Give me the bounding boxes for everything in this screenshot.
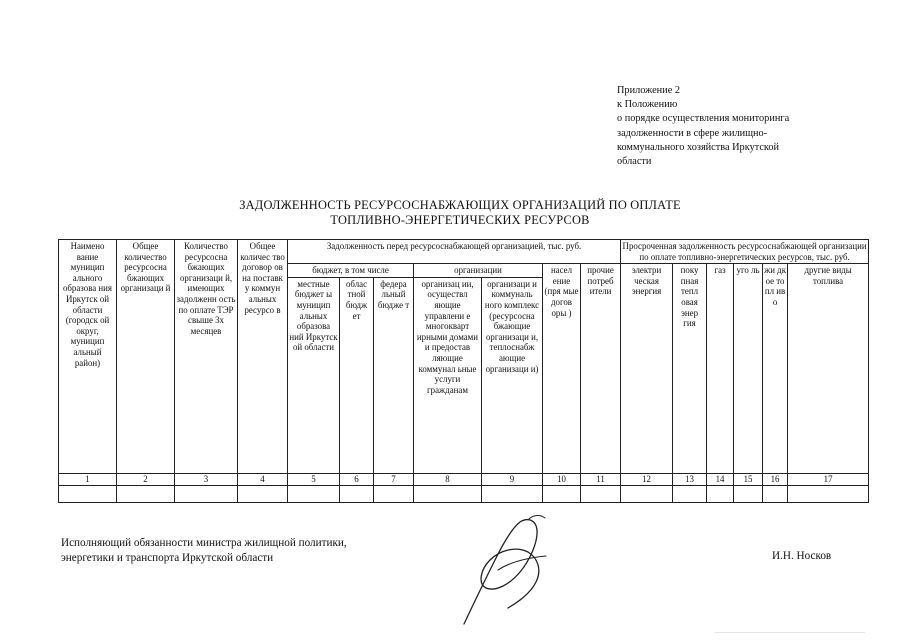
header-local-budgets: местные бюджет ы муницип альных образова ний Иркутск ой области bbox=[288, 277, 340, 473]
appendix-line: задолженности в сфере жилищно- bbox=[617, 127, 768, 139]
header-electricity: электри ческая энергия bbox=[621, 264, 673, 474]
table-cell bbox=[238, 485, 288, 502]
signer-name: И.Н. Носков bbox=[772, 550, 832, 562]
column-number: 3 bbox=[175, 473, 238, 485]
header-liquid-fuel: жи дк ое то пл ив о bbox=[763, 264, 788, 474]
table-cell bbox=[175, 485, 238, 502]
header-population: насел ение (пря мые догов оры ) bbox=[543, 264, 581, 474]
column-number: 13 bbox=[673, 473, 707, 485]
debt-table bbox=[58, 239, 869, 503]
column-number: 9 bbox=[482, 473, 543, 485]
appendix-block bbox=[617, 84, 847, 169]
header-municipality: Наимено вание муницип ального образова ния Иркутск ой области (городск ой округ, муницип альный район) bbox=[59, 240, 117, 474]
signer-title-line-2: энергетики и транспорта Иркутской области bbox=[61, 552, 274, 564]
appendix-line: коммунального хозяйства Иркутской bbox=[617, 141, 780, 153]
header-debt-group: Задолженность перед ресурсоснабжающей организацией, тыс. руб. bbox=[288, 240, 621, 264]
column-number: 4 bbox=[238, 473, 288, 485]
table-cell bbox=[621, 485, 673, 502]
table-cell bbox=[763, 485, 788, 502]
signer-title-line-1: Исполняющий обязанности министра жилищной политики, bbox=[61, 537, 347, 549]
column-number: 5 bbox=[288, 473, 340, 485]
header-organizations: организации bbox=[414, 264, 543, 278]
header-utility-orgs: организаци и коммуналь ного комплекс (ресурсосна бжающие организаци и, теплоснабж ающие организаци и) bbox=[482, 277, 543, 473]
header-heat: поку пная тепл овая энер гия bbox=[673, 264, 707, 474]
header-regional-budget: облас тной бюдж ет bbox=[340, 277, 374, 473]
appendix-line: о порядке осуществления мониторинга bbox=[617, 113, 790, 125]
table-cell bbox=[543, 485, 581, 502]
appendix-line: к Положению bbox=[617, 99, 678, 111]
table-cell bbox=[288, 485, 340, 502]
table-cell bbox=[59, 485, 117, 502]
column-number: 15 bbox=[734, 473, 763, 485]
column-number: 6 bbox=[340, 473, 374, 485]
appendix-line: Приложение 2 bbox=[617, 85, 680, 96]
header-coal: уго ль bbox=[734, 264, 763, 474]
header-other-fuel: другие виды топлива bbox=[788, 264, 869, 474]
header-management-orgs: организац ии, осуществл яющие управлени е многокварт ирными домами и предостав ляющие коммунал ьные услуги гражданам bbox=[414, 277, 482, 473]
column-number: 1 bbox=[59, 473, 117, 485]
document-title bbox=[200, 198, 720, 227]
table-header-row bbox=[59, 240, 869, 264]
column-number: 16 bbox=[763, 473, 788, 485]
appendix-line: области bbox=[617, 156, 652, 168]
table-row bbox=[59, 485, 869, 502]
column-number: 12 bbox=[621, 473, 673, 485]
table-cell bbox=[581, 485, 621, 502]
header-gas: газ bbox=[707, 264, 734, 474]
column-number: 7 bbox=[374, 473, 414, 485]
header-contracts: Общее количес тво договор ов на поставк у коммун альных ресурсо в bbox=[238, 240, 288, 474]
table-cell bbox=[707, 485, 734, 502]
column-number: 17 bbox=[788, 473, 869, 485]
table-cell bbox=[482, 485, 543, 502]
table-cell bbox=[374, 485, 414, 502]
scan-artifact bbox=[715, 632, 865, 633]
handwritten-signature bbox=[450, 512, 560, 627]
header-budget: бюджет, в том числе bbox=[288, 264, 414, 278]
table-cell bbox=[414, 485, 482, 502]
header-federal-budget: федера льный бюдже т bbox=[374, 277, 414, 473]
document-title-line-1: ЗАДОЛЖЕННОСТЬ РЕСУРСОСНАБЖАЮЩИХ ОРГАНИЗАЦИЙ ПО ОПЛАТЕ bbox=[239, 198, 681, 212]
table-cell bbox=[734, 485, 763, 502]
column-number: 10 bbox=[543, 473, 581, 485]
column-number-row bbox=[59, 473, 869, 485]
header-other-consumers: прочие потреб ители bbox=[581, 264, 621, 474]
table-cell bbox=[673, 485, 707, 502]
column-number: 8 bbox=[414, 473, 482, 485]
document-title-line-2: ТОПЛИВНО-ЭНЕРГЕТИЧЕСКИХ РЕСУРСОВ bbox=[330, 212, 590, 227]
column-number: 11 bbox=[581, 473, 621, 485]
column-number: 2 bbox=[117, 473, 175, 485]
table-cell bbox=[340, 485, 374, 502]
column-number: 14 bbox=[707, 473, 734, 485]
header-suppliers-with-debt: Количество ресурсосна бжающих организаци й, имеющих задолженн ость по оплате ТЭР свыше 3х месяцев bbox=[175, 240, 238, 474]
table-cell bbox=[788, 485, 869, 502]
table-cell bbox=[117, 485, 175, 502]
header-overdue-group: Просроченная задолженность ресурсоснабжающей организации по оплате топливно-энергетических ресурсов, тыс. руб. bbox=[621, 240, 869, 264]
signer-title bbox=[61, 536, 347, 566]
header-total-suppliers: Общее количество ресурсосна бжающих организаци й bbox=[117, 240, 175, 474]
